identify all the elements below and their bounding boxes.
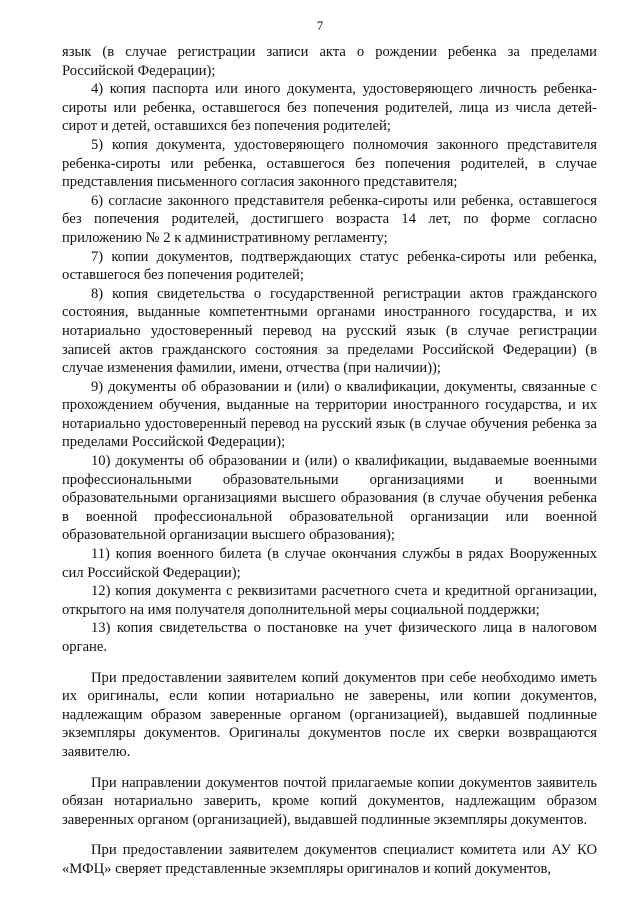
list-item-7: 7) копии документов, подтверждающих статус ребенка-сироты или ребенка, оставшегося без попечения родителей; — [62, 248, 597, 284]
list-item-6: 6) согласие законного представителя ребенка-сироты или ребенка, оставшегося без попечения родителей, достигшего возраста 14 лет, по форме согласно приложению № 2 к административному регламенту; — [62, 192, 597, 246]
paragraph-verification: При предоставлении заявителем документов специалист комитета или АУ КО «МФЦ» сверяет представленные экземпляры оригиналов и копий документов, — [62, 842, 597, 877]
list-item-9: 9) документы об образовании и (или) о квалификации, документы, связанные с прохождением обучения, выданные на территории иностранного государства, и их нотариально удостоверенный перевод на русский язык (в случае обучения ребенка за пределами Российской Федерации); — [62, 378, 597, 451]
paragraph-originals: При предоставлении заявителем копий документов при себе необходимо иметь их оригиналы, если копии нотариально не заверены, или копии документов, надлежащим образом заверенные органом (организацией), выдавшей подлинные экземпляры документов. Оригиналы документов после их сверки возвращаются заявителю. — [62, 669, 597, 760]
list-item-11: 11) копия военного билета (в случае окончания службы в рядах Вооруженных сил Российской Федерации); — [62, 546, 597, 581]
list-item-12: 12) копия документа с реквизитами расчетного счета и кредитной организации, открытого на имя получателя дополнительной меры социальной поддержки; — [62, 583, 597, 618]
page-number: 7 — [316, 18, 324, 33]
paragraph-postal: При направлении документов почтой прилагаемые копии документов заявитель обязан нотариально заверить, кроме копий документов, надлежащим образом заверенных органом (организацией), выдавшей подлинные экземпляры документов. — [62, 774, 597, 828]
document-body — [62, 43, 597, 879]
list-item-5: 5) копия документа, удостоверяющего полномочия законного представителя ребенка-сироты или ребенка, оставшегося без попечения родителей, в случае представления письменного согласия законного представителя; — [62, 136, 597, 191]
list-item-8: 8) копия свидетельства о государственной регистрации актов гражданского состояния, выданные компетентными органами иностранного государства, и их нотариально удостоверенный перевод на русский язык (в случае регистрации записей актов гражданского состояния за пределами Российской Федерации) (в случае изменения фамилии, имени, отчества (при наличии)); — [62, 285, 597, 377]
list-item-10: 10) документы об образовании и (или) о квалификации, выдаваемые военными профессиональными образовательными организациями и военными образовательными организациями высшего образования (в случае обучения ребенка в военной профессиональной образовательной организации или военной образовательной организации высшего образования); — [62, 453, 597, 544]
list-item-13: 13) копия свидетельства о постановке на учет физического лица в налоговом органе. — [62, 620, 597, 655]
list-item-4: 4) копия паспорта или иного документа, удостоверяющего личность ребенка-сироты или ребенка, оставшегося без попечения родителей, лица из числа детей-сирот и детей, оставшихся без попечения родителей; — [62, 81, 597, 135]
paragraph-continuation: язык (в случае регистрации записи акта о рождении ребенка за пределами Российской Федерации); — [62, 44, 597, 79]
